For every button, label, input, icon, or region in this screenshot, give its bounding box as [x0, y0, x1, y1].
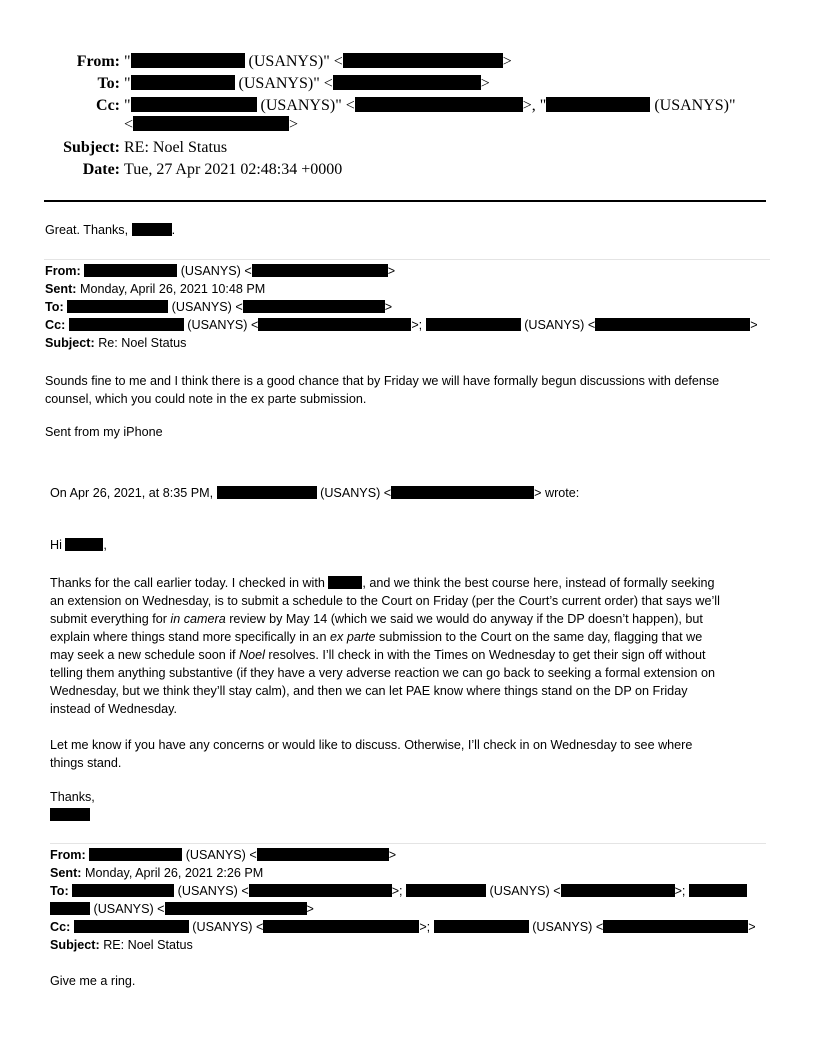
msg3-to-2	[50, 902, 314, 916]
redaction	[67, 300, 168, 313]
text: , and we think the best course here, instead of formally seeking	[362, 576, 715, 590]
redaction	[131, 97, 257, 112]
body-line: an extension on Wednesday, is to submit a schedule to the Court on Friday (per the Court’s current order) that says we’ll	[50, 594, 720, 608]
redaction	[243, 300, 385, 313]
body-line	[50, 574, 760, 592]
separator: >;	[674, 884, 686, 898]
quoted-paragraph-2	[50, 736, 760, 772]
from-label: From:	[76, 53, 120, 70]
greeting-text: Hi	[50, 538, 62, 552]
angle-close: >	[480, 75, 490, 92]
redaction	[426, 318, 521, 331]
body-line: instead of Wednesday.	[50, 702, 177, 716]
redaction	[434, 920, 529, 933]
emphasis: Noel	[239, 648, 265, 662]
angle-close: >	[387, 264, 396, 278]
angle-open: <	[124, 116, 134, 133]
quote-mark: "	[124, 97, 131, 114]
signature-redacted	[50, 808, 90, 822]
redaction	[74, 920, 189, 933]
closing: Thanks,	[50, 790, 95, 804]
redaction	[50, 902, 90, 915]
redaction	[258, 318, 411, 331]
body-line: things stand.	[50, 756, 122, 770]
redaction	[72, 884, 174, 897]
redaction	[131, 53, 245, 68]
msg3-sent	[50, 866, 263, 880]
org: (USANYS) <	[93, 902, 165, 916]
quote-mark: "	[124, 75, 131, 92]
sent-label: Sent:	[50, 866, 82, 880]
greeting	[50, 538, 107, 552]
msg3-body: Give me a ring.	[50, 974, 136, 988]
angle-close: >	[502, 53, 512, 70]
redaction	[252, 264, 388, 277]
emphasis: in camera	[170, 612, 226, 626]
msg2-cc	[45, 318, 758, 332]
redaction	[257, 848, 389, 861]
subject-label: Subject:	[63, 139, 120, 156]
redaction	[406, 884, 486, 897]
angle-close: >	[750, 318, 758, 332]
redaction	[84, 264, 177, 277]
msg3-subject	[50, 938, 193, 952]
msg3-cc	[50, 920, 756, 934]
angle-close: >	[289, 116, 299, 133]
sent-value: Monday, April 26, 2021 2:26 PM	[84, 866, 264, 880]
separator: >;	[419, 920, 431, 934]
text: explain where things stand more specifically in an	[50, 630, 327, 644]
msg2-to	[45, 300, 392, 314]
body-line	[50, 628, 760, 646]
sent-value: Monday, April 26, 2021 10:48 PM	[79, 282, 266, 296]
from-org: (USANYS)" <	[248, 53, 343, 70]
to-label: To:	[50, 884, 69, 898]
subject-label: Subject:	[50, 938, 100, 952]
to-line	[124, 75, 490, 93]
msg3-from	[50, 848, 396, 862]
text: resolves. I’ll check in with the Times on Wednesday to get their sign off without	[268, 648, 706, 662]
redaction	[343, 53, 503, 68]
subject-value: Re: Noel Status	[98, 336, 187, 350]
redaction	[391, 486, 534, 499]
emphasis: ex parte	[330, 630, 376, 644]
angle-close: >	[306, 902, 314, 916]
separator: >;	[411, 318, 423, 332]
from-line	[124, 53, 512, 71]
comma: ,	[103, 538, 107, 552]
body-line: counsel, which you could note in the ex parte submission.	[45, 392, 367, 406]
text: review by May 14 (which we said we would do anyway if the DP doesn’t happen), but	[229, 612, 703, 626]
redaction	[333, 75, 481, 90]
redaction	[328, 576, 362, 589]
to-label: To:	[97, 75, 120, 92]
period: .	[171, 223, 176, 237]
sent-label: Sent:	[45, 282, 77, 296]
msg2-sent	[45, 282, 265, 296]
redaction	[689, 884, 747, 897]
quoted-paragraph-1	[50, 574, 760, 718]
text: submission to the Court on the same day, flagging that we	[379, 630, 703, 644]
msg2-subject	[45, 336, 186, 350]
org: (USANYS) <	[171, 300, 243, 314]
org: (USANYS) <	[185, 848, 257, 862]
cc-org-1: (USANYS)" <	[260, 97, 355, 114]
org: (USANYS) <	[192, 920, 264, 934]
text: submit everything for	[50, 612, 167, 626]
org: (USANYS) <	[177, 884, 249, 898]
date-value: Tue, 27 Apr 2021 02:48:34 +0000	[124, 161, 343, 178]
quote-mark: "	[124, 53, 131, 70]
org: (USANYS) <	[532, 920, 604, 934]
redaction	[355, 97, 523, 112]
body-line	[50, 646, 760, 664]
redaction	[132, 223, 172, 236]
text: Thanks for the call earlier today. I checked in with	[50, 576, 325, 590]
body-line: Let me know if you have any concerns or would like to discuss. Otherwise, I’ll check in on Wednesday to see where	[50, 738, 693, 752]
separator: >;	[391, 884, 403, 898]
cc-label: Cc:	[50, 920, 71, 934]
text: may seek a new schedule soon if	[50, 648, 236, 662]
redaction	[561, 884, 675, 897]
from-label: From:	[45, 264, 81, 278]
redaction	[595, 318, 750, 331]
cc-org-2: (USANYS)"	[654, 97, 736, 114]
redaction	[69, 318, 184, 331]
redaction	[89, 848, 182, 861]
reply-body: Great. Thanks,	[45, 223, 129, 237]
reply-text	[45, 223, 175, 237]
header-divider	[44, 200, 766, 202]
subject-value: RE: Noel Status	[124, 139, 228, 156]
org: (USANYS) <	[489, 884, 561, 898]
angle-close: >	[388, 848, 397, 862]
redaction	[50, 808, 90, 821]
message-divider	[50, 843, 766, 844]
msg3-to	[50, 884, 747, 898]
message-divider	[44, 259, 770, 260]
signature: Sent from my iPhone	[45, 425, 163, 439]
cc-line	[124, 97, 736, 115]
intro-prefix: On Apr 26, 2021, at 8:35 PM,	[50, 486, 214, 500]
subject-label: Subject:	[45, 336, 95, 350]
body-line	[50, 610, 760, 628]
separator: >, "	[522, 97, 547, 114]
org: (USANYS) <	[180, 264, 252, 278]
msg2-from	[45, 264, 395, 278]
quoted-intro	[50, 486, 579, 500]
to-label: To:	[45, 300, 64, 314]
date-label: Date:	[82, 161, 120, 178]
body-line: Sounds fine to me and I think there is a good chance that by Friday we will have formally begun discussions with defense	[45, 374, 720, 388]
redaction	[249, 884, 392, 897]
angle-close: >	[748, 920, 756, 934]
subject-value: RE: Noel Status	[103, 938, 193, 952]
from-label: From:	[50, 848, 86, 862]
to-org: (USANYS)" <	[238, 75, 333, 92]
msg2-body	[45, 372, 755, 408]
redaction	[131, 75, 235, 90]
redaction	[133, 116, 289, 131]
body-line: telling them anything substantive (if they have a very adverse reaction we can go back to seeking a formal extension on	[50, 666, 716, 680]
redaction	[546, 97, 650, 112]
intro-suffix: > wrote:	[534, 486, 580, 500]
redaction	[165, 902, 307, 915]
cc-label: Cc:	[45, 318, 66, 332]
redaction	[263, 920, 419, 933]
angle-close: >	[384, 300, 393, 314]
cc-label: Cc:	[96, 97, 120, 114]
org: (USANYS) <	[320, 486, 392, 500]
cc-line-2	[124, 116, 298, 134]
org: (USANYS) <	[187, 318, 259, 332]
redaction	[217, 486, 317, 499]
redaction	[603, 920, 748, 933]
redaction	[65, 538, 103, 551]
org: (USANYS) <	[524, 318, 596, 332]
body-line: Wednesday, but we think they’ll stay calm), and then we can let PAE know where things stand on the DP on Friday	[50, 684, 688, 698]
